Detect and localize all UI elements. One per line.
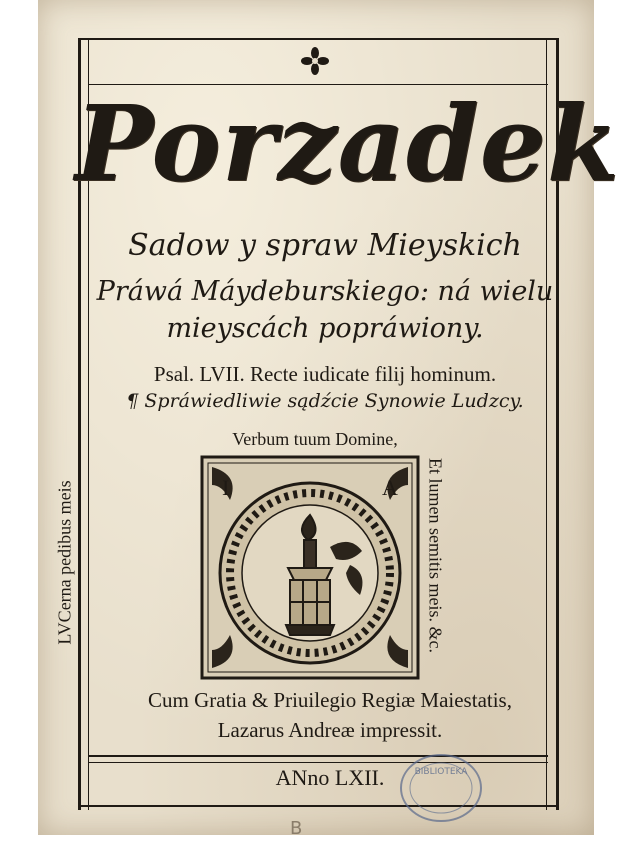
subtitle-line-2: Práwá Máydeburskiego: ná wielu (96, 276, 554, 307)
subtitle-line-1: Sadow y spraw Mieyskich (128, 228, 522, 263)
svg-text:I: I (222, 475, 230, 500)
psalm-polish: ¶ Spráwiedliwie sądźcie Synowie Ludzcy. (126, 390, 524, 412)
border-top (78, 38, 559, 40)
emblem-initial-left (222, 475, 229, 500)
motto-right: Et lumen semitis meis. &c. (425, 458, 446, 653)
emblem-initial-right (382, 475, 398, 500)
shelf-mark: B (290, 818, 303, 839)
motto-left: LVCerna pedibus meis (54, 480, 75, 645)
imprint-year: ANno LXII. (275, 765, 385, 790)
svg-text:A: A (382, 475, 398, 500)
privilege-line: Cum Gratia & Priuilegio Regiæ Maiestatis, (148, 688, 512, 712)
library-stamp (398, 752, 484, 824)
printer-line: Lazarus Andreæ impressit. (217, 718, 443, 742)
printer-device-woodcut (200, 455, 420, 680)
svg-text:BIBLIOTEKA: BIBLIOTEKA (414, 767, 468, 777)
book-title: Porzadek (75, 82, 620, 205)
motto-top: Verbum tuum Domine, (232, 429, 398, 449)
psalm-latin: Psal. LVII. Recte iudicate filij hominum. (153, 362, 497, 386)
fleuron-icon (300, 46, 330, 76)
border-bottom (78, 805, 559, 807)
subtitle-line-3: mieyscách popráwiony. (166, 313, 484, 344)
